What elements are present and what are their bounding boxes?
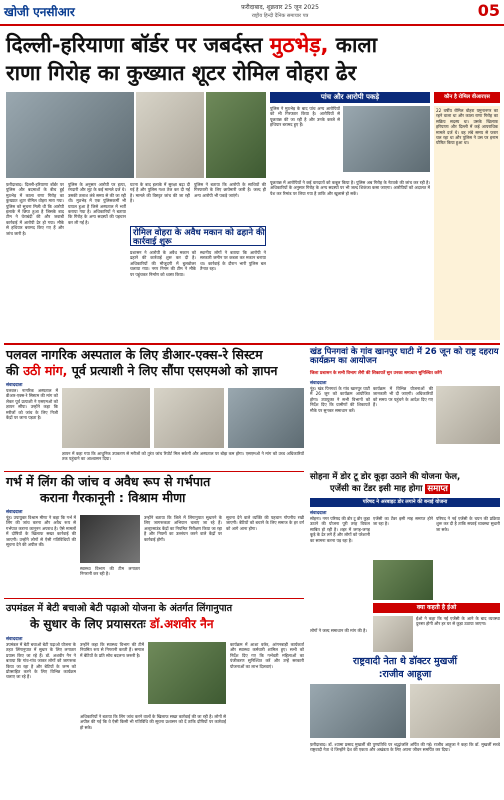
story6-text: ईओ ने कहा कि नई एजेंसी के आने के बाद व्यवस्था दुरुस्त होगी और हर घर से कूड़ा उठाया जाएगा। (416, 616, 500, 627)
story4-headline-line2: कराना गैरकानूनी : विश्राम मीणा (40, 490, 186, 505)
story5-text-more: लोगों ने जल्द समाधान की मांग की है। (310, 628, 367, 633)
story5-headline-line2 (330, 485, 500, 494)
story5-text-col3: परिषद ने नई एजेंसी के चयन की प्रक्रिया शुरू कर दी है ताकि सफाई व्यवस्था सुधारी जा सके। (436, 516, 500, 532)
story2-headline-end: पूर्व प्रत्याशी ने लिए सौंपा एसएमओ को ज्ञापन (67, 363, 278, 378)
side-box-text: 22 वर्षीय रोमिल वोहरा यमुनानगर का रहने वाला था और काला राणा गिरोह का सक्रिय सदस्य था। उसके खिलाफ हरियाणा और दिल्ली में कई आपराधिक मामले दर्ज थे। वह लंबे समय से फरार चल रहा था और पुलिस ने उस पर इनाम घोषित किया हुआ था। (434, 106, 500, 340)
story2-text-col1: पलवल। नागरिक अस्पताल में डीआर-एक्स-रे सिस्टम की मांग को लेकर पूर्व प्रत्याशी ने एसएमओ को ज्ञापन सौंपा। उन्होंने कहा कि मरीजों को जांच के लिए निजी केंद्रों पर जाना पड़ता है। (6, 388, 58, 421)
story4-headline-line1: गर्भ में लिंग की जांच व अवैध रूप से गर्भपात (6, 474, 211, 489)
lead-text-col2: पुलिस के अनुसार आरोपी पर हत्या, रंगदारी और लूट के कई मामले दर्ज थे। उसकी तलाश लंबे समय से की जा रही थी। मुठभेड़ में एक पुलिसकर्मी भी घायल हुआ है जिसे अस्पताल में भर्ती कराया गया है। अधिकारियों ने बताया कि गिरोह के अन्य सदस्यों की पहचान कर ली गई है। (68, 182, 126, 225)
lead-text-col3: घटना के बाद इलाके में सुरक्षा बढ़ा दी गई है और पुलिस गश्त तेज कर दी गई है। मामले की विस्तृत जांच की जा रही है। (130, 182, 190, 204)
story7-text-col3: कार्यक्रम में आशा वर्कर, आंगनबाड़ी कार्यकर्ता और स्वास्थ्य कर्मचारी शामिल हुए। सभी को निर्देश दिए गए कि गर्भवती महिलाओं का पंजीकरण सुनिश्चित करें और उन्हें सरकारी योजनाओं का लाभ दिलवाएं। (230, 642, 304, 669)
sub-story-text-col2: स्थानीय लोगों ने बताया कि आरोपी ने सरकारी जमीन पर कब्जा कर मकान बनाया था। कार्रवाई के दौरान भारी पुलिस बल तैनात रहा। (200, 250, 266, 272)
dateline-sub: राष्ट्रीय हिन्दी दैनिक समाचार पत्र (251, 13, 309, 19)
story8-text: फ़रीदाबाद। डॉ. श्यामा प्रसाद मुखर्जी की पुण्यतिथि पर श्रद्धांजलि अर्पित की गई। राजीव आहूजा ने कहा कि डॉ. मुखर्जी सच्चे राष्ट्रवादी नेता थे जिन्होंने देश की एकता और अखंडता के लिए अपना जीवन समर्पित कर दिया। (310, 742, 500, 753)
story5-text-col2: एजेंसी का टेंडर इसी माह समाप्त होने जा रहा है। (373, 516, 433, 527)
story5-headline-start: एजेंसी का टेंडर इसी माह होगा (330, 484, 426, 494)
story2-headline-start: की (6, 363, 24, 378)
story7-headline-line2 (30, 618, 306, 631)
lead-photo-portrait (136, 92, 204, 178)
story7-text-col2: उन्होंने कहा कि स्वास्थ्य विभाग की टीमें नियमित रूप से निगरानी करती हैं। समाज में बेटियों के प्रति सोच बदलना जरूरी है। (80, 642, 144, 658)
story7-headline-line1: उपमंडल में बेटी बचाओ बेटी पढ़ाओ योजना के अंतर्गत लिंगानुपात (6, 603, 233, 614)
lead-text-col4: पुलिस ने बताया कि आरोपी के साथियों की गिरफ्तारी के लिए छापेमारी जारी है। जल्द ही अन्य आरोपी भी पकड़े जाएंगे। (194, 182, 266, 198)
page-number: 05 (477, 1, 500, 20)
story8-headline-line1: राष्ट्रवादी नेता थे डॉक्टर मुखर्जी (353, 656, 457, 667)
story5-photo-garbage (373, 560, 433, 600)
lead-headline-line1 (6, 34, 498, 57)
story6-title: क्या कहती है ईओ (373, 603, 500, 613)
story2-text-col2: ज्ञापन में कहा गया कि आधुनिक उपकरण से मरीजों को तुरंत जांच रिपोर्ट मिल सकेगी और अस्पताल पर बोझ कम होगा। एसएमओ ने मांग को उच्च अधिकारियों तक पहुंचाने का आश्वासन दिया। (62, 451, 304, 462)
side-box-title: कौन है रोमिल वीआरएस (434, 92, 500, 103)
story7-text-col4: अधिकारियों ने बताया कि लिंग जांच करने वालों के खिलाफ सख्त कार्रवाई की जा रही है। लोगों से अपील की गई कि वे ऐसी किसी भी गतिविधि की सूचना प्रशासन को दें ताकि दोषियों पर कार्रवाई हो सके। (80, 714, 226, 730)
lead-photo-police (206, 92, 266, 178)
kicker-text: पुलिस ने मुठभेड़ के बाद पांच अन्य आरोपियों को भी गिरफ्तार किया है। आरोपियों से पूछताछ की जा रही है और उनके कब्जे से हथियार बरामद हुए हैं। (270, 106, 340, 128)
story4-text-col3: उन्होंने बताया कि जिले में लिंगानुपात सुधारने के लिए जागरूकता अभियान चलाए जा रहे हैं। अल्ट्रासाउंड केंद्रों का नियमित निरीक्षण किया जा रहा है और नियमों का उल्लंघन करने वाले केंद्रों पर कार्रवाई होगी। (144, 515, 222, 542)
story5-headline-line1: सोहना में डोर टू डोर कूड़ा उठाने की योजना फेल, (310, 472, 461, 482)
story3-text-col1: नूंह। खंड पिनगवां के गांव खानपुर घाटी में 26 जून को कार्यक्रम आयोजित होगा। उपायुक्त ने सभी विभागों को निर्देश दिए कि ग्रामीणों की शिकायतें मौके पर सुनकर समाधान करें। (310, 386, 370, 413)
section-divider-3 (4, 598, 304, 599)
story7-photo-meeting (148, 642, 226, 704)
story7-headline-highlight: डॉ.अशवीर नैन (149, 617, 214, 631)
lead-text-col1: फ़रीदाबाद। दिल्ली-हरियाणा बॉर्डर पर पुलिस और बदमाशों के बीच हुई मुठभेड़ में काला राणा गिरोह का कुख्यात शूटर रोमिल वोहरा मारा गया। पुलिस को सूचना मिली थी कि आरोपी इलाके में छिपा हुआ है जिसके बाद टीम ने घेराबंदी की और जवाबी कार्रवाई में आरोपी ढेर हो गया। मौके से हथियार बरामद किए गए हैं और जांच जारी है। (6, 182, 64, 236)
section-divider-2 (4, 471, 304, 472)
story4-text-col1: नूंह। उपायुक्त विश्राम मीणा ने कहा कि गर्भ में लिंग की जांच करना और अवैध रूप से गर्भपात कराना कानूनन अपराध है। ऐसे मामलों में दोषियों के खिलाफ सख्त कार्रवाई की जाएगी। उन्होंने लोगों से ऐसी गतिविधियों की सूचना देने की अपील की। (6, 515, 76, 548)
story6-photo (373, 616, 413, 652)
story8-photo-tribute (410, 684, 500, 738)
sub-story-text-col1: प्रशासन ने आरोपी के अवैध मकान को ढहाने की कार्रवाई शुरू कर दी है। अधिकारियों की मौजूदगी में बुलडोजर चलाया गया। नगर निगम की टीम ने मौके पर पहुंचकर निर्माण को ध्वस्त किया। (130, 250, 196, 277)
story2-photo-office (228, 388, 304, 448)
dateline: फ़रीदाबाद, शुक्रवार 25 जून 2025 (241, 4, 319, 11)
story4-text-col2: स्वास्थ्य विभाग की टीम लगातार निगरानी कर रही है। (80, 566, 140, 577)
story5-byline: संवाददाता (310, 511, 327, 516)
section-divider-1 (4, 343, 500, 345)
story2-photo-delegation (154, 388, 224, 448)
lead-headline-line2: राणा गिरोह का कुख्यात शूटर रोमिल वोहरा ढेर (6, 61, 357, 85)
kicker-text-more: पूछताछ में आरोपियों ने कई वारदातों को कबूल किया है। पुलिस अब गिरोह के नेटवर्क की जांच कर रही है। अधिकारियों के अनुसार गिरोह के अन्य सदस्यों पर भी जल्द शिकंजा कसा जाएगा। आरोपियों को अदालत में पेश कर रिमांड पर लिया गया है ताकि और खुलासे हो सकें। (270, 180, 430, 196)
newspaper-brand: खोजी एनसीआर (4, 5, 75, 19)
story5-strip: परिषद ने अरबाइट डोर लगाने की बनाई योजना (310, 498, 500, 507)
story2-headline-line2 (6, 364, 306, 378)
story2-byline: संवाददाता (6, 383, 23, 388)
lead-headline-highlight: मुठभेड़, (269, 33, 329, 57)
story8-photo-leader (310, 684, 406, 738)
story5-text-col1: सोहना। नगर परिषद की डोर टू डोर कूड़ा उठाने की योजना पूरी तरह विफल साबित हो रही है। शहर में जगह-जगह कूड़े के ढेर लगे हैं और लोगों को परेशानी का सामना करना पड़ रहा है। (310, 516, 370, 543)
arrested-photo (343, 106, 430, 172)
lead-headline-text: दिल्ली-हरियाणा बॉर्डर पर जबर्दस्त (6, 33, 270, 57)
lead-photo-road (6, 92, 134, 178)
story7-text-col1: उपमंडल में बेटी बचाओ बेटी पढ़ाओ योजना के तहत लिंगानुपात में सुधार के लिए लगातार प्रयास किए जा रहे हैं। डॉ. अशवीर नैन ने बताया कि गांव-गांव जाकर लोगों को जागरूक किया जा रहा है और बेटियों के जन्म को प्रोत्साहित करने के लिए विभिन्न कार्यक्रम चलाए जा रहे हैं। (6, 642, 76, 680)
story7-byline: संवाददाता (6, 637, 23, 642)
lead-headline-end: काला (328, 33, 378, 57)
story8-headline-line2: :राजीव आहूजा (378, 669, 432, 680)
story3-kicker: जिला प्रशासन के सभी विभाग लेंगी की शिकायतें सुन उनका समाधान सुनिश्चित करेंगे (310, 371, 442, 376)
story4-photo-ultrasound (80, 515, 140, 563)
story4-text-col4: सूचना देने वाले व्यक्ति की पहचान गोपनीय रखी जाएगी। बेटियों को बचाने के लिए समाज के हर वर्ग को आगे आना होगा। (226, 515, 304, 531)
story3-photo-official (436, 386, 500, 444)
story2-headline-line1: पलवल नागरिक अस्पताल के लिए डीआर-एक्स-रे सिस्टम (6, 347, 263, 362)
story3-headline: खंड पिनगवां के गांव खानपुर घाटी में 26 जून को राष्ट्र दहराय कार्यक्रम का आयोजन (310, 347, 499, 367)
story7-headline-start: के सुधार के लिए प्रयासरतः (30, 617, 150, 631)
lead-kicker: पांच और आरोपी पकड़े (270, 92, 430, 103)
story2-headline-highlight: उठी मांग, (23, 363, 68, 378)
sub-story-headline: रोमिल वोहरा के अवैध मकान को ढहाने की कार्रवाई शुरू (133, 228, 265, 248)
story3-byline: संवाददाता (310, 381, 327, 386)
story2-photo-xray (62, 388, 150, 448)
story5-headline-highlight: समाप्त (427, 484, 448, 494)
story3-text-col2: कार्यक्रम में विभिन्न योजनाओं की जानकारी भी दी जाएगी। अधिकारियों को समय पर पहुंचने के आदेश दिए गए हैं। (373, 386, 433, 408)
story4-byline: संवाददाता (6, 510, 23, 515)
